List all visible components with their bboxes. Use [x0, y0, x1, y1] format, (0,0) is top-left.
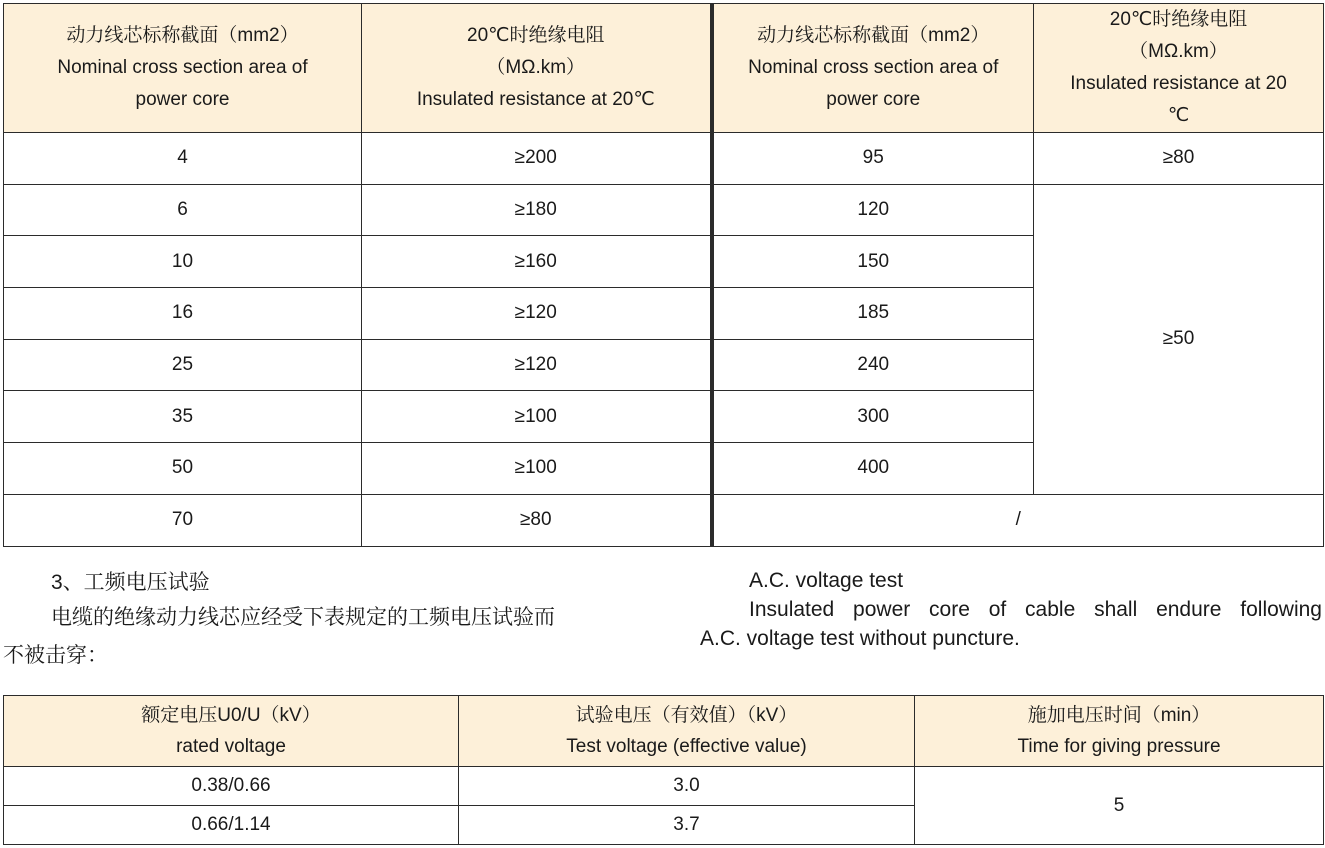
- header-cn: 额定电压U0/U（kV）: [141, 705, 321, 726]
- section-en-text: [700, 566, 1322, 653]
- header-cross-section-left: [4, 4, 362, 133]
- header-cn: 动力线芯标称截面（mm2）: [757, 25, 990, 46]
- section-body-en: Insulated power core of cable shall endure following: [749, 598, 1322, 621]
- header-en: rated voltage: [176, 736, 286, 757]
- header-en: Nominal cross section area of: [748, 57, 999, 78]
- cell-resistance: ≥80: [1034, 133, 1324, 185]
- header-en: Insulated resistance at 20℃: [416, 89, 655, 110]
- cell-section: 35: [4, 391, 362, 443]
- cell-duration-merged: 5: [915, 767, 1324, 845]
- header-en: power core: [826, 89, 921, 110]
- cell-section: 50: [4, 443, 362, 495]
- table-row: [4, 767, 1324, 806]
- cell-section: 120: [712, 184, 1034, 236]
- cell-resistance: ≥200: [362, 133, 712, 185]
- cell-section: 4: [4, 133, 362, 185]
- header-en: Insulated resistance at 20: [1070, 73, 1287, 94]
- header-cn: 施加电压时间（min）: [1027, 705, 1211, 726]
- cell-section: 70: [4, 494, 362, 546]
- header-rated-voltage: [4, 696, 459, 767]
- header-unit: （MΩ.km）: [486, 57, 586, 78]
- cell-rated-voltage: 0.38/0.66: [4, 767, 459, 806]
- header-duration: [915, 696, 1324, 767]
- header-en: ℃: [1167, 105, 1190, 126]
- cell-test-voltage: 3.0: [459, 767, 915, 806]
- cell-section: 185: [712, 288, 1034, 340]
- cell-section: 6: [4, 184, 362, 236]
- cell-resistance: ≥80: [362, 494, 712, 546]
- table-header-row: [4, 696, 1324, 767]
- cell-empty-merged: /: [712, 494, 1324, 546]
- header-cn: 试验电压（有效值）（kV）: [575, 705, 798, 726]
- section-cn-text: [3, 568, 663, 670]
- table-header-row: [4, 4, 1324, 133]
- insulation-resistance-table: [3, 3, 1324, 547]
- cell-rated-voltage: 0.66/1.14: [4, 806, 459, 845]
- cell-test-voltage: 3.7: [459, 806, 915, 845]
- header-en: Nominal cross section area of: [57, 57, 308, 78]
- cell-resistance: ≥120: [362, 339, 712, 391]
- header-en: Time for giving pressure: [1017, 736, 1221, 757]
- cell-section: 400: [712, 443, 1034, 495]
- header-unit: （MΩ.km）: [1129, 41, 1228, 62]
- header-cn: 20℃时绝缘电阻: [1109, 9, 1248, 30]
- cell-section: 95: [712, 133, 1034, 185]
- section-title-en: A.C. voltage test: [749, 569, 904, 592]
- cell-section: 150: [712, 236, 1034, 288]
- header-resistance-right: [1034, 4, 1324, 133]
- cell-resistance: ≥180: [362, 184, 712, 236]
- section-body-cn: 电缆的绝缘动力线芯应经受下表规定的工频电压试验而: [51, 606, 555, 629]
- cell-section: 240: [712, 339, 1034, 391]
- cell-resistance: ≥120: [362, 288, 712, 340]
- table-row: [4, 184, 1324, 236]
- header-resistance-left: [362, 4, 712, 133]
- cell-resistance: ≥100: [362, 391, 712, 443]
- cell-resistance: ≥160: [362, 236, 712, 288]
- ac-voltage-test-table: [3, 695, 1324, 845]
- table-row: [4, 133, 1324, 185]
- cell-section: 10: [4, 236, 362, 288]
- header-cn: 动力线芯标称截面（mm2）: [66, 25, 299, 46]
- table-row: [4, 494, 1324, 546]
- section-body-cn-cont: 不被击穿：: [3, 644, 108, 667]
- cell-resistance-merged: ≥50: [1034, 184, 1324, 494]
- header-cn: 20℃时绝缘电阻: [467, 25, 605, 46]
- header-cross-section-right: [712, 4, 1034, 133]
- section-body-en-cont: A.C. voltage test without puncture.: [700, 627, 1020, 650]
- header-en: Test voltage (effective value): [566, 736, 807, 757]
- cell-section: 16: [4, 288, 362, 340]
- cell-resistance: ≥100: [362, 443, 712, 495]
- section-title-cn: 3、工频电压试验: [51, 571, 210, 594]
- cell-section: 25: [4, 339, 362, 391]
- header-test-voltage: [459, 696, 915, 767]
- header-en: power core: [135, 89, 230, 110]
- cell-section: 300: [712, 391, 1034, 443]
